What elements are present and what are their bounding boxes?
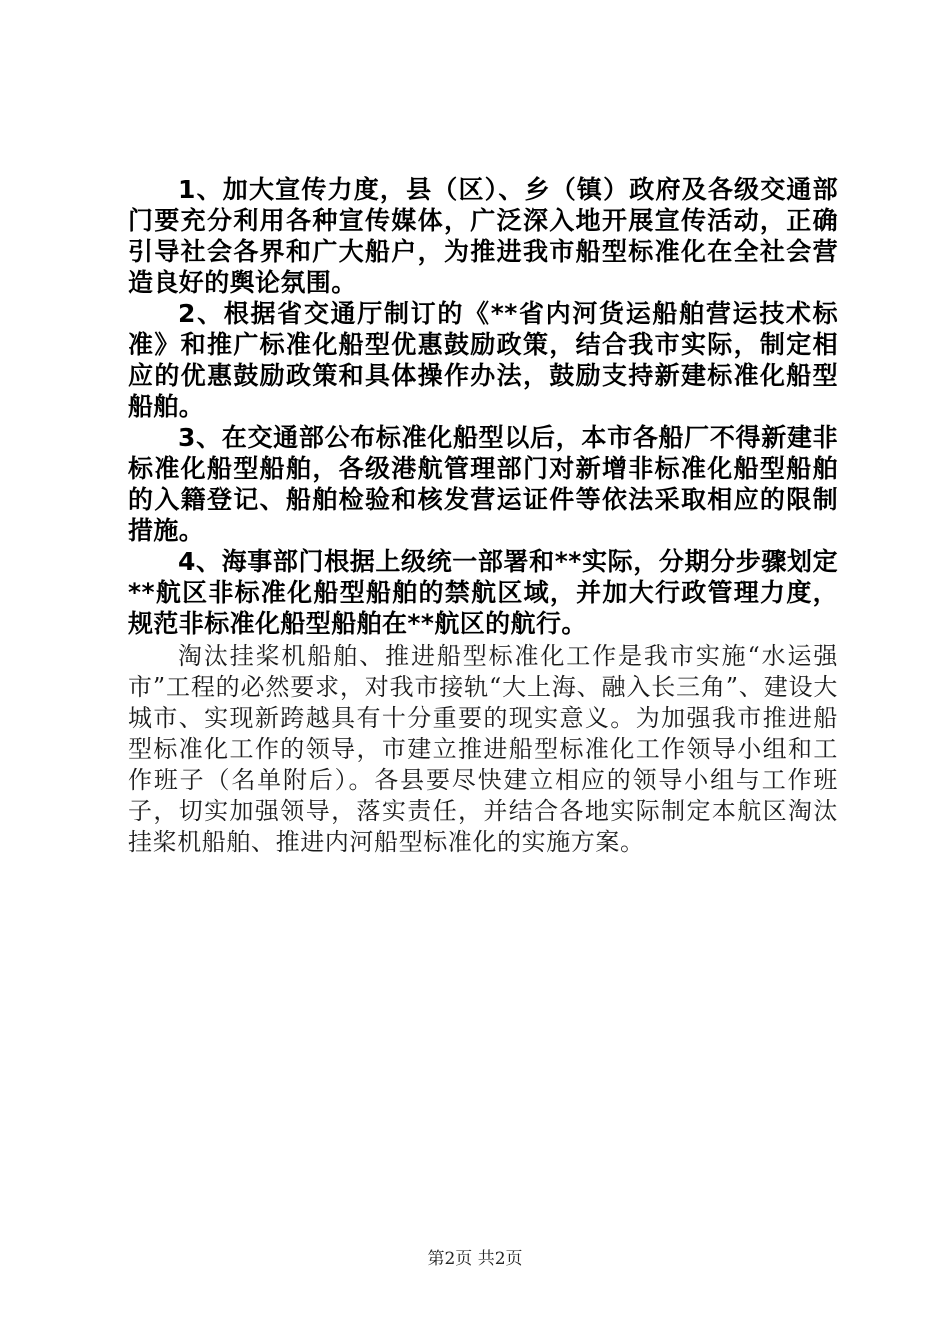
paragraph-item-3: 3、在交通部公布标准化船型以后，本市各船厂不得新建非标准化船型船舶，各级港航管理部门对新增非标准化船型船舶的入籍登记、船舶检验和核发营运证件等依法采取相应的限制措施。 [128, 423, 838, 545]
page-number-footer: 第2页 共2页 [427, 1249, 523, 1269]
paragraph-item-4: 4、海事部门根据上级统一部署和**实际，分期分步骤划定**航区非标准化船型船舶的禁航区域，并加大行政管理力度，规范非标准化船型船舶在**航区的航行。 [128, 547, 838, 638]
paragraph-summary: 淘汰挂桨机船舶、推进船型标准化工作是我市实施“水运强市”工程的必然要求，对我市接轨“大上海、融入长三角”、建设大城市、实现新跨越具有十分重要的现实意义。为加强我市推进船型标准化工作的领导，市建立推进船型标准化工作领导小组和工作班子（名单附后）。各县要尽快建立相应的领导小组与工作班子，切实加强领导，落实责任，并结合各地实际制定本航区淘汰挂桨机船舶、推进内河船型标准化的实施方案。 [128, 642, 838, 856]
document-body [128, 174, 838, 858]
paragraph-item-1: 1、加大宣传力度，县（区）、乡（镇）政府及各级交通部门要充分利用各种宣传媒体，广泛深入地开展宣传活动，正确引导社会各界和广大船户，为推进我市船型标准化在全社会营造良好的舆论氛围。 [128, 175, 838, 297]
paragraph-item-2: 2、根据省交通厅制订的《**省内河货运船舶营运技术标准》和推广标准化船型优惠鼓励政策，结合我市实际，制定相应的优惠鼓励政策和具体操作办法，鼓励支持新建标准化船型船舶。 [128, 299, 838, 421]
